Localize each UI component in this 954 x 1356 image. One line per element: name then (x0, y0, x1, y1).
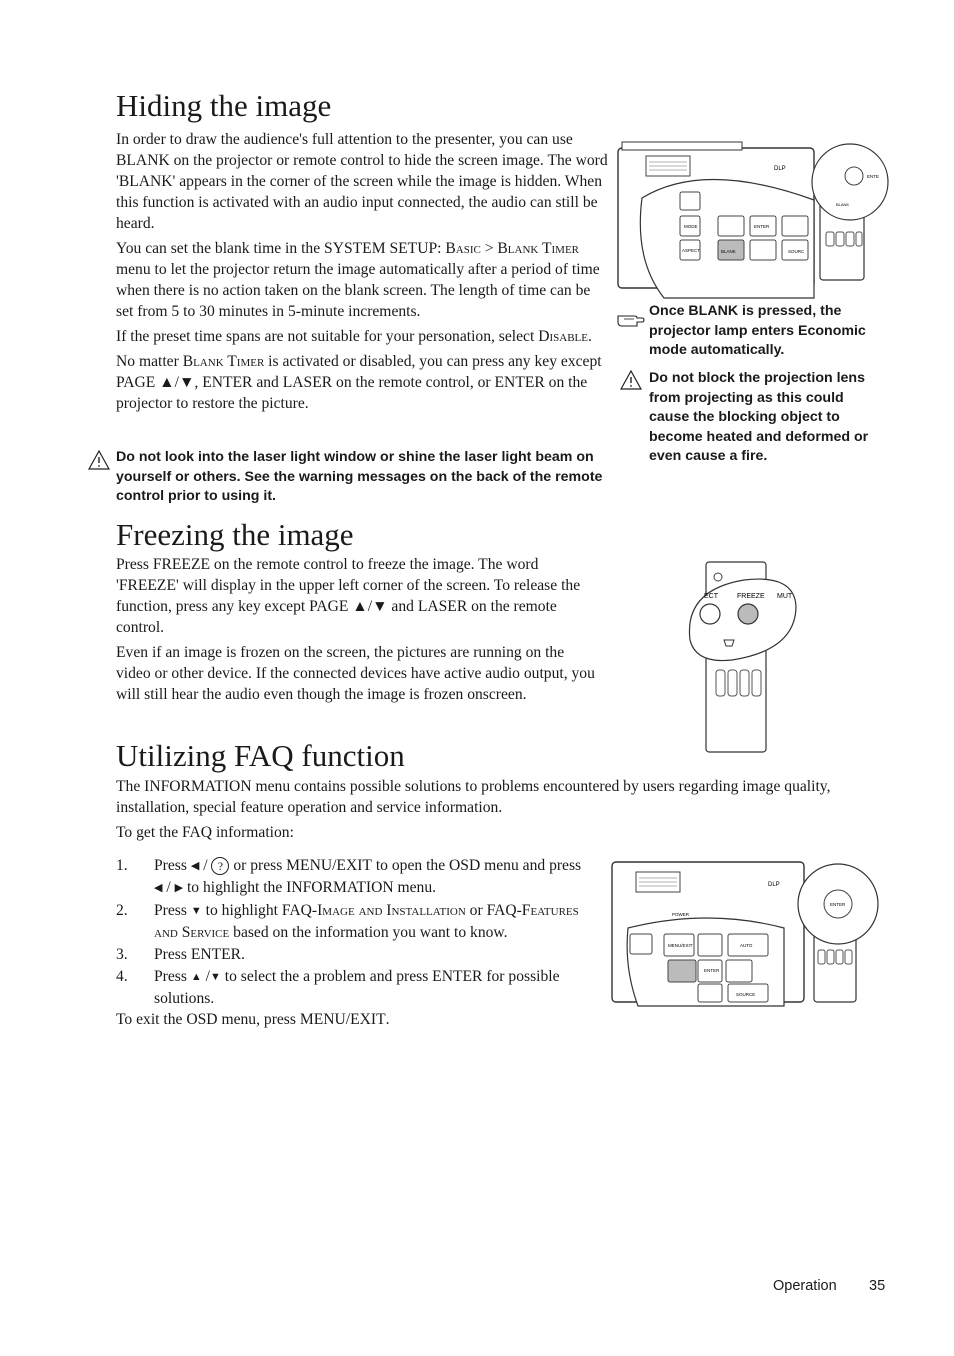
svg-text:AUTO: AUTO (740, 943, 753, 948)
svg-text:DLP: DLP (768, 882, 780, 888)
section1-text (116, 129, 610, 414)
heading-hiding-image: Hiding the image (116, 88, 332, 123)
remote-freeze-figure (684, 560, 804, 756)
caution-triangle-icon (620, 370, 642, 390)
faq-step-4: 4. Press ▲ /▼ to select the a problem and press ENTER for possible solutions. (116, 968, 560, 1007)
section3-intro-paragraph: The INFORMATION menu contains possible solutions to problems encountered by users regarding image quality, installation, special feature operation and service information. (116, 778, 831, 816)
faq-step-2: 2. Press ▼ to highlight FAQ-Image and Installation or FAQ-Features and Service based on the information you want to know. (116, 902, 579, 941)
svg-text:MODE: MODE (684, 224, 698, 229)
heading-freezing-image: Freezing the image (116, 517, 354, 552)
section1-paragraph-1: In order to draw the audience's full attention to the presenter, you can use BLANK on the projector or remote control to hide the screen image. The word 'BLANK' appears in the corner of the screen while the image is hidden. When this function is activated with an audio input connected, the audio can still be heard. (116, 131, 608, 232)
svg-text:ENTER: ENTER (704, 968, 720, 973)
section2-text (116, 554, 600, 705)
page-number: 35 (869, 1278, 886, 1294)
faq-step-3: 3. Press ENTER. (116, 946, 245, 963)
svg-text:BLANK: BLANK (836, 202, 850, 207)
svg-text:ENTE: ENTE (867, 174, 880, 179)
heading-faq-function: Utilizing FAQ function (116, 738, 405, 773)
section1-paragraph-3: If the preset time spans are not suitable for your personation, select Disable. (116, 328, 592, 345)
hand-pointer-icon (616, 308, 646, 328)
faq-intro-line: To get the FAQ information: (116, 824, 294, 841)
svg-text:BLANK: BLANK (721, 249, 736, 254)
svg-text:ECT: ECT (704, 593, 718, 600)
svg-text:ENTER: ENTER (754, 224, 770, 229)
svg-text:SOURCE: SOURCE (736, 992, 756, 997)
section2-paragraph-1: Press FREEZE on the remote control to freeze the image. The word 'FREEZE' will display in the upper left corner of the screen. To release the function, press any key except PAGE ▲/▼ and LASER on the remote control. (116, 556, 581, 636)
warning-triangle-icon (88, 450, 110, 470)
projector-blank-figure (614, 140, 890, 302)
section1-paragraph-4: No matter Blank Timer is activated or disabled, you can press any key except PAGE ▲/▼, ENTER and LASER on the remote control, or ENTER on the projector to restore the picture. (116, 353, 602, 412)
svg-text:DLP: DLP (774, 166, 786, 172)
faq-steps-list (116, 855, 592, 1030)
svg-text:POWER: POWER (672, 912, 690, 917)
faq-step-1: 1. Press ◀ / ? or press MENU/EXIT to open the OSD menu and press ◀ / ▶ to highlight the INFORMATION menu. (116, 857, 582, 896)
svg-text:ASPECT: ASPECT (682, 248, 701, 253)
help-circle-icon: ? (211, 857, 229, 875)
section1-paragraph-2: You can set the blank time in the SYSTEM SETUP: Basic > Blank Timer menu to let the projector return the image automatically after a period of time when there is no action taken on the blank screen. The length of time can be set from 5 to 30 minutes in 5-minute increments. (116, 240, 600, 320)
blank-note-text: Once BLANK is pressed, the projector lamp enters Economic mode automatically. (649, 303, 866, 358)
section3-intro (116, 776, 876, 843)
laser-warning-text: Do not look into the laser light window or shine the laser light beam on yourself or others. See the warning messages on the back of the remote control prior to using it. (116, 449, 603, 504)
svg-text:MUT: MUT (777, 593, 793, 600)
svg-text:MENU/EXIT: MENU/EXIT (668, 943, 693, 948)
svg-text:ENTER: ENTER (830, 902, 846, 907)
faq-exit-line: To exit the OSD menu, press MENU/EXIT. (116, 1011, 390, 1028)
svg-text:FREEZE: FREEZE (737, 593, 765, 600)
svg-text:SOURC: SOURC (788, 249, 805, 254)
section2-paragraph-2: Even if an image is frozen on the screen, the pictures are running on the video or other device. If the connected devices have active audio output, you will still hear the audio even though the image is frozen onscreen. (116, 644, 595, 703)
footer-section-label: Operation (773, 1278, 837, 1294)
projector-menu-figure (608, 858, 890, 1008)
lens-caution-text: Do not block the projection lens from projecting as this could cause the blocking object to become heated and deformed or even cause a fire. (649, 370, 869, 464)
